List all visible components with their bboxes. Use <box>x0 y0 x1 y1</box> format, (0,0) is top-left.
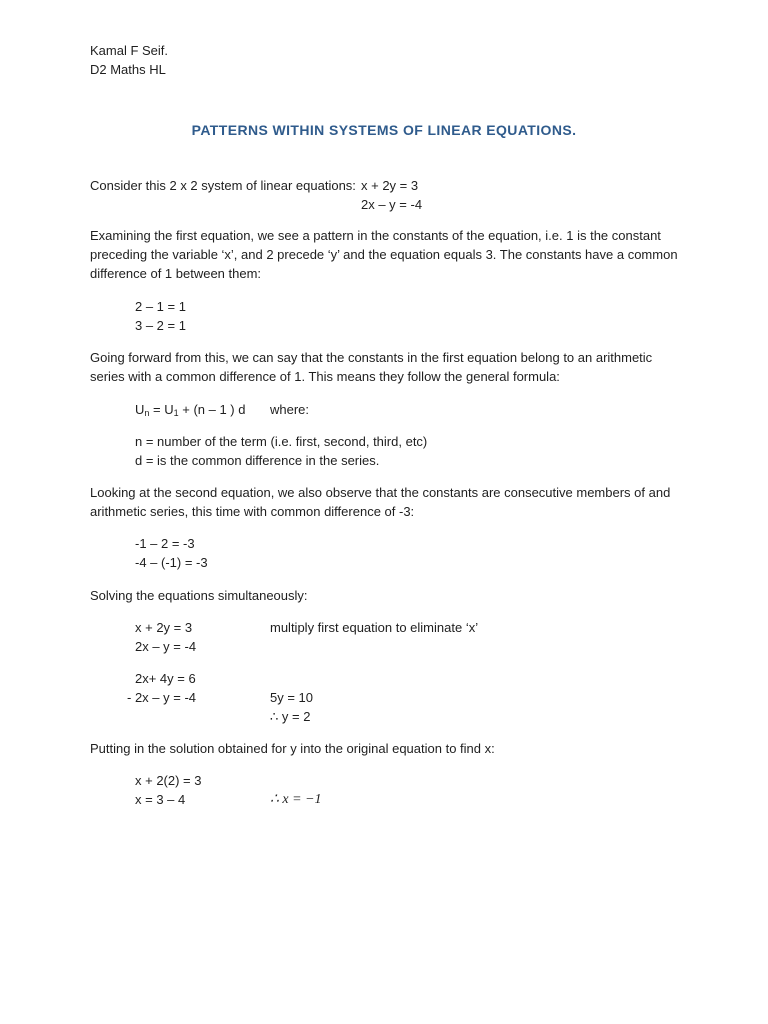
intro-text: Consider this 2 x 2 system of linear equations: <box>90 178 356 193</box>
final-result-x: ∴ x = −1 <box>270 792 322 807</box>
intro-equation-1: x + 2y = 3 <box>361 178 419 193</box>
solve-equation-4: - 2x – y = -4 <box>127 690 196 705</box>
author-name: Kamal F Seif. <box>90 43 169 58</box>
formula-eq: = U <box>149 402 174 417</box>
solve-result-5y: 5y = 10 <box>270 690 314 705</box>
solve-result-y: ∴ y = 2 <box>270 709 311 724</box>
paragraph-arithmetic-series: Going forward from this, we can say that the constants in the first equation belong to an arithmetic series with a common difference of 1. This means they follow the general formula: <box>90 350 653 384</box>
paragraph-find-x: Putting in the solution obtained for y into the original equation to find x: <box>90 741 495 756</box>
formula-where: where: <box>270 402 310 417</box>
final-equation-2: x = 3 – 4 <box>135 792 186 807</box>
paragraph-second-equation: Looking at the second equation, we also observe that the constants are consecutive members of and arithmetic series, this time with common difference of -3: <box>90 485 671 519</box>
difference-line-2: 3 – 2 = 1 <box>135 318 186 333</box>
course-name: D2 Maths HL <box>90 62 166 77</box>
formula-sub-n: n <box>144 408 150 418</box>
solve-note: multiply first equation to eliminate ‘x’ <box>270 620 479 635</box>
intro-equation-2: 2x – y = -4 <box>361 197 423 212</box>
formula-sub-1: 1 <box>173 408 179 418</box>
formula-u: U <box>135 402 145 417</box>
definition-d: d = is the common difference in the series. <box>135 453 380 468</box>
final-equation-1: x + 2(2) = 3 <box>135 773 202 788</box>
document-title: PATTERNS WITHIN SYSTEMS OF LINEAR EQUATIONS. <box>191 122 577 138</box>
difference-line-3: -1 – 2 = -3 <box>135 536 195 551</box>
difference-line-4: -4 – (-1) = -3 <box>135 555 208 570</box>
definition-n: n = number of the term (i.e. first, second, third, etc) <box>135 434 428 449</box>
difference-line-1: 2 – 1 = 1 <box>135 299 186 314</box>
solve-equation-3: 2x+ 4y = 6 <box>135 671 196 686</box>
solve-equation-1: x + 2y = 3 <box>135 620 193 635</box>
formula-rest: + (n – 1 ) d <box>178 402 246 417</box>
general-formula <box>135 400 245 419</box>
paragraph-solving: Solving the equations simultaneously: <box>90 588 308 603</box>
solve-equation-2: 2x – y = -4 <box>135 639 197 654</box>
paragraph-first-equation: Examining the first equation, we see a pattern in the constants of the equation, i.e. 1 is the constant preceding the variable ‘x’, and 2 precede ‘y’ and the equation equals 3. The constants have a common difference of 1 between them: <box>90 228 678 281</box>
